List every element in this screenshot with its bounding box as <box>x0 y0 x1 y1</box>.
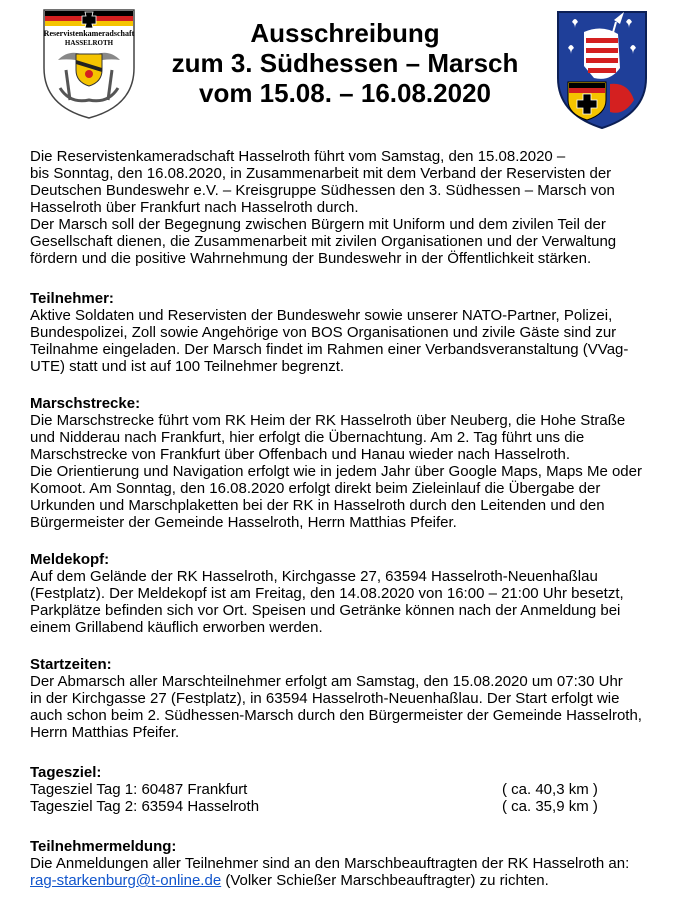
intro-paragraph <box>30 148 660 267</box>
section-line: Komoot. Am Sonntag, den 16.08.2020 erfolgt direkt beim Zieleinlauf die Übergabe der <box>30 480 601 497</box>
section-line: Herrn Matthias Pfeifer. <box>30 724 180 741</box>
section-teilnehmermeldung <box>30 838 660 889</box>
section-line: (Festplatz). Der Meldekopf ist am Freitag, den 14.08.2020 von 16:00 – 21:00 Uhr besetzt, <box>30 585 624 602</box>
section-line: Parkplätze befinden sich vor Ort. Speisen und Getränke können nach der Anmeldung bei <box>30 602 621 619</box>
section-heading: Teilnehmermeldung: <box>30 838 177 855</box>
title-line-3: vom 15.08. – 16.08.2020 <box>198 78 491 108</box>
reservistenkameradschaft-logo <box>40 8 138 120</box>
intro-line: Deutschen Bundeswehr e.V. – Kreisgruppe Südhessen den 3. Südhessen – Marsch von <box>30 182 615 199</box>
title-line-2: zum 3. Südhessen – Marsch <box>171 48 519 78</box>
document-body <box>30 148 660 889</box>
section-line: in der Kirchgasse 27 (Festplatz), in 63594 Hasselroth-Neuenhaßlau. Der Start erfolgt wie <box>30 690 620 707</box>
tagesziel-row <box>30 798 660 815</box>
section-marschstrecke <box>30 395 660 531</box>
section-line: Bürgermeister der Gemeinde Hasselroth, Herrn Matthias Pfeifer. <box>30 514 457 531</box>
section-line: und Nidderau nach Frankfurt, hier erfolgt die Übernachtung. Am 2. Tag führt uns die <box>30 429 585 446</box>
intro-line: fördern und die positive Wahrnehmung der Bundeswehr in der Öffentlichkeit stärken. <box>30 250 592 267</box>
tagesziel-distance: ( ca. 40,3 km ) <box>502 781 598 798</box>
title-line-1: Ausschreibung <box>250 18 440 48</box>
logo-text-bottom: HASSELROTH <box>64 39 114 47</box>
section-heading: Meldekopf: <box>30 551 110 568</box>
intro-line: Gesellschaft dienen, die Zusammenarbeit mit zivilen Organisationen und der Verwaltung <box>30 233 617 250</box>
section-heading: Marschstrecke: <box>30 395 141 412</box>
tagesziel-distance: ( ca. 35,9 km ) <box>502 798 598 815</box>
section-meldekopf <box>30 551 660 636</box>
section-line: Der Abmarsch aller Marschteilnehmer erfolgt am Samstag, den 15.08.2020 um 07:30 Uhr <box>30 673 623 690</box>
section-line: Marschstrecke von Frankfurt über Offenbach und Hanau wieder nach Hasselroth. <box>30 446 570 463</box>
contact-line-rest: (Volker Schießer Marschbeauftragter) zu richten. <box>221 872 549 889</box>
intro-line: Der Marsch soll der Begegnung zwischen Bürgern mit Uniform und dem zivilen Teil der <box>30 216 606 233</box>
section-teilnehmer <box>30 290 660 375</box>
section-line: UTE) statt und ist auf 100 Teilnehmer begrenzt. <box>30 358 345 375</box>
section-line: Die Orientierung und Navigation erfolgt wie in jedem Jahr über Google Maps, Maps Me oder <box>30 463 642 480</box>
intro-line: Die Reservistenkameradschaft Hasselroth führt vom Samstag, den 15.08.2020 – <box>30 148 566 165</box>
section-line: Die Anmeldungen aller Teilnehmer sind an den Marschbeauftragten der RK Hasselroth an: <box>30 855 630 872</box>
section-line: Teilnahme eingeladen. Der Marsch findet im Rahmen einer Verbandsveranstaltung (VVag- <box>30 341 629 358</box>
section-line: Bundespolizei, Zoll sowie Angehörige von BOS Organisationen und zivile Gäste sind zur <box>30 324 617 341</box>
section-line: Urkunden und Marschplaketten bei der RK in Hasselroth durch den Leitenden und den <box>30 497 605 514</box>
section-line: Die Marschstrecke führt vom RK Heim der RK Hasselroth über Neuberg, die Hohe Straße <box>30 412 626 429</box>
section-line: Aktive Soldaten und Reservisten der Bundeswehr sowie unserer NATO-Partner, Polizei, <box>30 307 613 324</box>
section-startzeiten <box>30 656 660 741</box>
tagesziel-label: Tagesziel Tag 1: 60487 Frankfurt <box>30 781 248 798</box>
contact-line <box>30 872 660 889</box>
document-title <box>140 18 550 108</box>
section-line: Auf dem Gelände der RK Hasselroth, Kirchgasse 27, 63594 Hasselroth-Neuenhaßlau <box>30 568 598 585</box>
section-tagesziel <box>30 764 660 815</box>
kreisgruppe-crest-logo <box>554 8 650 130</box>
intro-line: bis Sonntag, den 16.08.2020, in Zusammenarbeit mit dem Verband der Reservisten der <box>30 165 612 182</box>
section-heading: Startzeiten: <box>30 656 112 673</box>
intro-line: Hasselroth über Frankfurt nach Hasselroth durch. <box>30 199 359 216</box>
logo-text-top: Reservistenkameradschaft <box>43 29 135 38</box>
section-line: einem Grillabend käuflich erworben werden. <box>30 619 323 636</box>
tagesziel-row <box>30 781 660 798</box>
section-line: auch schon beim 2. Südhessen-Marsch durch den Bürgermeister der Gemeinde Hasselroth, <box>30 707 642 724</box>
tagesziel-label: Tagesziel Tag 2: 63594 Hasselroth <box>30 798 260 815</box>
section-heading: Tagesziel: <box>30 764 102 781</box>
contact-email-link[interactable]: rag-starkenburg@t-online.de <box>30 872 222 889</box>
section-heading: Teilnehmer: <box>30 290 114 307</box>
